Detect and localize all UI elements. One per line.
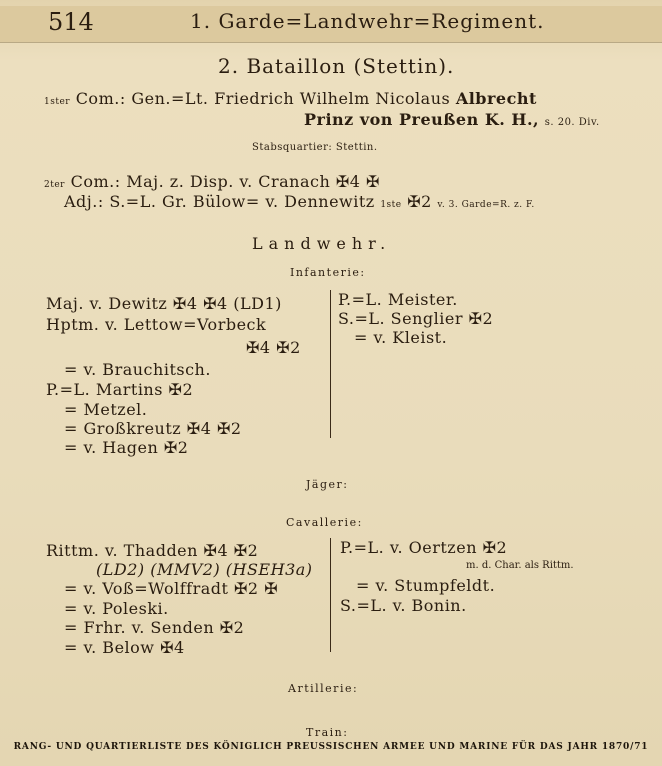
list-item: = v. Poleski.	[64, 599, 169, 618]
list-item: Maj. v. Dewitz ✠4 ✠4 (LD1)	[46, 294, 282, 313]
adjutant-name: S.=L. Gr. Bülow= v. Dennewitz	[109, 192, 375, 211]
commander1-title: Prinz von Preußen K. H.,	[304, 110, 540, 129]
list-item: S.=L. Senglier ✠2	[338, 309, 494, 328]
ord-label: 1ste	[380, 200, 402, 210]
cross-decoration: ✠4 ✠	[335, 172, 380, 191]
adjutant-note: v. 3. Garde=R. z. F.	[437, 200, 535, 210]
list-item: = v. Hagen ✠2	[64, 438, 189, 457]
commander2-line	[44, 172, 380, 191]
list-item: = Metzel.	[64, 400, 148, 419]
list-item: P.=L. v. Oertzen ✠2	[340, 538, 508, 557]
footer-caption: RANG- UND QUARTIERLISTE DES KÖNIGLICH PREUSSISCHEN ARMEE UND MARINE FÜR DAS JAHR 1870/71	[13, 742, 649, 752]
commander2-name: Maj. z. Disp. v. Cranach	[126, 172, 331, 191]
list-item: S.=L. v. Bonin.	[340, 596, 467, 615]
list-item: = v. Kleist.	[354, 328, 448, 347]
list-item: P.=L. Martins ✠2	[46, 380, 194, 399]
ord-label: 2ter	[44, 180, 65, 190]
commander1-name: Gen.=Lt. Friedrich Wilhelm Nicolaus	[131, 89, 451, 108]
list-item: = v. Voß=Wolffradt ✠2 ✠	[64, 579, 279, 598]
commander1-surname: Albrecht	[455, 89, 537, 108]
commander1-line	[44, 89, 537, 108]
page-number: 514	[48, 8, 94, 36]
com-label: Com.:	[70, 172, 121, 191]
battalion-heading: 2. Bataillon (Stettin).	[218, 54, 455, 78]
cavallerie-heading: Cavallerie:	[286, 516, 363, 529]
jaeger-heading: Jäger:	[306, 478, 349, 491]
list-item: Hptm. v. Lettow=Vorbeck	[46, 315, 267, 334]
landwehr-heading: Landwehr.	[252, 234, 392, 253]
commander1-line2	[304, 110, 600, 129]
adjutant-line	[64, 192, 535, 211]
infanterie-heading: Infanterie:	[290, 266, 366, 279]
list-item: P.=L. Meister.	[338, 290, 458, 309]
page-title: 1. Garde=Landwehr=Regiment.	[190, 9, 545, 33]
list-item-note: m. d. Char. als Rittm.	[466, 560, 574, 571]
list-item: = Frhr. v. Senden ✠2	[64, 618, 245, 637]
commander1-note: s. 20. Div.	[544, 117, 600, 128]
column-divider	[330, 538, 331, 652]
list-item: Rittm. v. Thadden ✠4 ✠2	[46, 541, 259, 560]
artillerie-heading: Artillerie:	[288, 682, 359, 695]
list-item: (LD2) (MMV2) (HSEH3a)	[96, 560, 313, 579]
adj-label: Adj.:	[64, 192, 104, 211]
ord-label: 1ster	[44, 97, 71, 107]
column-divider	[330, 290, 331, 438]
list-item: = v. Below ✠4	[64, 638, 185, 657]
train-heading: Train:	[306, 726, 349, 739]
list-item: = v. Stumpfeldt.	[356, 576, 496, 595]
staff-quarters: Stabsquartier: Stettin.	[252, 142, 378, 153]
list-item: = v. Brauchitsch.	[64, 360, 211, 379]
cross-decoration: ✠2	[407, 192, 432, 211]
com-label: Com.:	[75, 89, 126, 108]
list-item: ✠4 ✠2	[246, 338, 301, 357]
list-item: = Großkreutz ✠4 ✠2	[64, 419, 242, 438]
